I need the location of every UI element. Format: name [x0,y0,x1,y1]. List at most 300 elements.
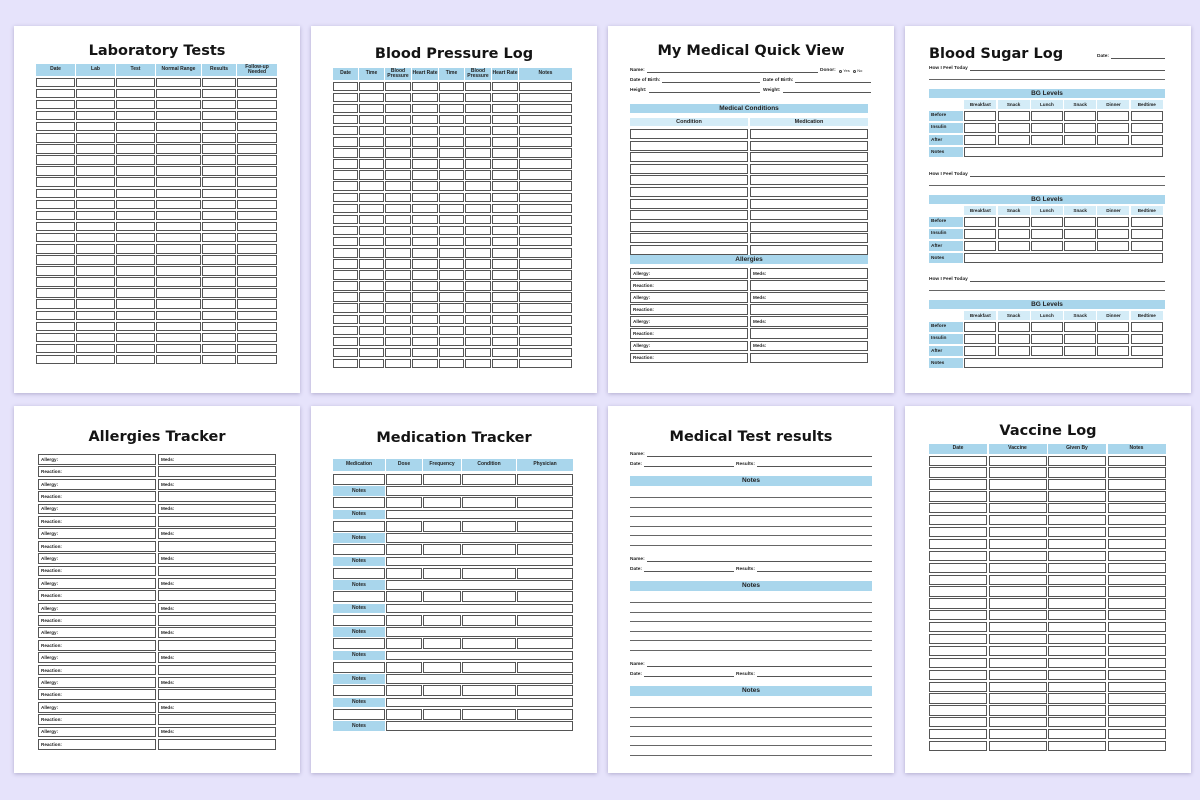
table-cell[interactable] [465,303,491,313]
table-cell[interactable] [412,292,438,302]
table-cell[interactable] [929,610,987,620]
table-cell[interactable] [1048,622,1106,632]
table-cell[interactable] [989,729,1047,739]
table-cell[interactable] [462,497,516,508]
table-cell[interactable] [36,122,75,132]
notes-cell[interactable] [386,557,573,567]
table-cell[interactable] [989,682,1047,692]
table-cell[interactable] [1108,598,1166,608]
table-cell[interactable] [76,122,115,132]
table-cell[interactable] [386,521,422,532]
table-cell[interactable] [519,115,572,125]
table-cell[interactable] [465,259,491,269]
table-cell[interactable] [116,355,155,365]
table-cell[interactable] [423,662,461,673]
date-field[interactable] [630,672,734,677]
notes-line[interactable] [630,650,872,651]
table-cell[interactable] [237,111,277,121]
table-cell[interactable] [929,456,987,466]
table-cell[interactable] [333,259,358,269]
table-cell[interactable] [439,237,464,247]
table-cell[interactable] [202,233,236,243]
meds-field[interactable]: Meds: [158,603,276,614]
table-cell[interactable] [116,166,155,176]
table-cell[interactable] [237,288,277,298]
bg-cell[interactable] [1064,123,1096,134]
table-cell[interactable] [202,155,236,165]
table-cell[interactable] [929,622,987,632]
table-cell[interactable] [465,93,491,103]
table-cell[interactable] [465,148,491,158]
table-cell[interactable] [237,255,277,265]
table-cell[interactable] [519,248,572,258]
table-cell[interactable] [439,181,464,191]
results-field[interactable] [736,567,872,572]
table-cell[interactable] [156,255,201,265]
table-cell[interactable] [36,133,75,143]
notes-line[interactable] [630,497,872,498]
table-cell[interactable] [517,568,573,579]
table-cell[interactable] [237,299,277,309]
table-cell[interactable] [439,204,464,214]
table-cell[interactable] [76,111,115,121]
meds-field[interactable]: Meds: [158,627,276,638]
table-cell[interactable] [158,665,276,676]
bg-cell[interactable] [1131,346,1163,357]
table-cell[interactable] [237,177,277,187]
table-cell[interactable] [116,277,155,287]
meds-field[interactable]: Meds: [158,578,276,589]
bg-cell[interactable] [1097,217,1129,228]
table-cell[interactable] [1048,610,1106,620]
table-cell[interactable] [412,115,438,125]
table-cell[interactable] [385,348,411,358]
table-cell[interactable] [158,491,276,502]
bg-cell[interactable] [998,346,1030,357]
table-cell[interactable] [156,277,201,287]
notes-line[interactable] [630,545,872,546]
table-cell[interactable] [989,658,1047,668]
table-cell[interactable] [412,104,438,114]
table-cell[interactable] [333,709,385,720]
table-cell[interactable] [237,222,277,232]
table-cell[interactable] [423,638,461,649]
table-cell[interactable] [517,591,573,602]
table-cell[interactable] [412,326,438,336]
bg-cell[interactable] [1131,241,1163,252]
date-field[interactable] [630,567,734,572]
table-cell[interactable] [439,115,464,125]
bg-cell[interactable] [964,229,996,240]
table-cell[interactable] [519,104,572,114]
bg-cell[interactable] [1097,241,1129,252]
notes-line[interactable] [630,726,872,727]
bg-cell[interactable] [964,111,996,122]
bg-cell[interactable] [1064,135,1096,146]
table-cell[interactable] [750,152,868,162]
table-cell[interactable] [439,259,464,269]
table-cell[interactable] [1048,515,1106,525]
table-cell[interactable] [359,148,384,158]
table-cell[interactable] [202,344,236,354]
how-i-feel-field[interactable] [929,66,1165,71]
table-cell[interactable] [202,255,236,265]
table-cell[interactable] [929,729,987,739]
dob-field[interactable] [630,78,760,83]
table-cell[interactable] [1108,551,1166,561]
table-cell[interactable] [492,82,518,92]
table-cell[interactable] [989,563,1047,573]
table-cell[interactable] [1048,729,1106,739]
table-cell[interactable] [412,204,438,214]
table-cell[interactable] [492,104,518,114]
table-cell[interactable] [333,591,385,602]
table-cell[interactable] [386,474,422,485]
table-cell[interactable] [1048,503,1106,513]
table-cell[interactable] [237,166,277,176]
table-cell[interactable] [156,89,201,99]
table-cell[interactable] [1108,729,1166,739]
how-i-feel-field[interactable] [929,277,1165,282]
table-cell[interactable] [492,303,518,313]
table-cell[interactable] [462,709,516,720]
table-cell[interactable] [412,348,438,358]
table-cell[interactable] [76,266,115,276]
bg-cell[interactable] [964,346,996,357]
bg-cell[interactable] [1031,334,1063,345]
table-cell[interactable] [519,326,572,336]
table-cell[interactable] [412,237,438,247]
table-cell[interactable] [462,638,516,649]
table-cell[interactable] [989,622,1047,632]
table-cell[interactable] [158,714,276,725]
table-cell[interactable] [519,159,572,169]
table-cell[interactable] [386,544,422,555]
table-cell[interactable] [76,100,115,110]
table-cell[interactable] [412,303,438,313]
table-cell[interactable] [202,355,236,365]
table-cell[interactable] [202,111,236,121]
bg-cell[interactable] [998,334,1030,345]
table-cell[interactable] [439,137,464,147]
table-cell[interactable] [439,303,464,313]
name-field[interactable] [630,68,818,73]
table-cell[interactable] [385,159,411,169]
table-cell[interactable] [439,226,464,236]
table-cell[interactable] [359,337,384,347]
table-cell[interactable] [237,122,277,132]
table-cell[interactable] [492,259,518,269]
table-cell[interactable] [36,277,75,287]
table-cell[interactable] [237,333,277,343]
bg-cell[interactable] [1131,334,1163,345]
table-cell[interactable] [492,93,518,103]
table-cell[interactable] [412,126,438,136]
bg-cell[interactable] [1097,229,1129,240]
bg-cell[interactable] [964,241,996,252]
table-cell[interactable] [750,129,868,139]
table-cell[interactable] [76,200,115,210]
table-cell[interactable] [423,685,461,696]
table-cell[interactable] [989,670,1047,680]
table-cell[interactable] [76,89,115,99]
allergy-field[interactable]: Allergy: [38,652,156,663]
table-cell[interactable] [439,215,464,225]
allergy-field[interactable]: Allergy: [630,292,748,303]
meds-field[interactable]: Meds: [158,553,276,564]
allergy-field[interactable]: Allergy: [630,316,748,327]
table-cell[interactable] [465,337,491,347]
table-cell[interactable] [158,615,276,626]
table-cell[interactable] [237,100,277,110]
table-cell[interactable] [333,215,358,225]
table-cell[interactable] [1108,705,1166,715]
table-cell[interactable] [1048,634,1106,644]
table-cell[interactable] [116,78,155,88]
table-cell[interactable] [385,303,411,313]
table-cell[interactable] [359,181,384,191]
table-cell[interactable] [462,521,516,532]
table-cell[interactable] [989,610,1047,620]
table-cell[interactable] [412,337,438,347]
table-cell[interactable] [929,575,987,585]
table-cell[interactable] [929,717,987,727]
notes-line[interactable] [630,745,872,746]
table-cell[interactable] [439,292,464,302]
table-cell[interactable] [333,226,358,236]
table-cell[interactable] [465,137,491,147]
table-cell[interactable] [929,682,987,692]
table-cell[interactable] [462,615,516,626]
table-cell[interactable] [423,474,461,485]
table-cell[interactable] [359,292,384,302]
table-cell[interactable] [439,193,464,203]
weight-field[interactable] [763,88,871,93]
table-cell[interactable] [929,646,987,656]
table-cell[interactable] [202,322,236,332]
table-cell[interactable] [412,170,438,180]
bg-cell[interactable] [998,322,1030,333]
table-cell[interactable] [359,204,384,214]
table-cell[interactable] [423,544,461,555]
table-cell[interactable] [517,497,573,508]
table-cell[interactable] [492,159,518,169]
bg-cell[interactable] [964,135,996,146]
table-cell[interactable] [156,311,201,321]
table-cell[interactable] [36,200,75,210]
table-cell[interactable] [116,189,155,199]
table-cell[interactable] [750,164,868,174]
table-cell[interactable] [386,638,422,649]
table-cell[interactable] [989,503,1047,513]
table-cell[interactable] [519,348,572,358]
reaction-field[interactable]: Reaction: [38,516,156,527]
table-cell[interactable] [116,333,155,343]
name-field[interactable] [630,452,872,457]
table-cell[interactable] [237,155,277,165]
table-cell[interactable] [156,233,201,243]
table-cell[interactable] [1048,717,1106,727]
table-cell[interactable] [333,337,358,347]
table-cell[interactable] [202,89,236,99]
table-cell[interactable] [492,326,518,336]
table-cell[interactable] [76,155,115,165]
table-cell[interactable] [439,159,464,169]
table-cell[interactable] [492,215,518,225]
table-cell[interactable] [929,527,987,537]
table-cell[interactable] [237,144,277,154]
table-cell[interactable] [492,248,518,258]
table-cell[interactable] [1048,646,1106,656]
table-cell[interactable] [517,638,573,649]
reaction-field[interactable]: Reaction: [630,280,748,291]
table-cell[interactable] [929,693,987,703]
table-cell[interactable] [385,170,411,180]
bg-cell[interactable] [1064,217,1096,228]
table-cell[interactable] [36,344,75,354]
date-field[interactable] [630,462,734,467]
table-cell[interactable] [76,288,115,298]
table-cell[interactable] [202,133,236,143]
table-cell[interactable] [1048,539,1106,549]
table-cell[interactable] [1108,527,1166,537]
table-cell[interactable] [630,187,748,197]
table-cell[interactable] [202,333,236,343]
table-cell[interactable] [156,78,201,88]
table-cell[interactable] [519,193,572,203]
table-cell[interactable] [750,199,868,209]
table-cell[interactable] [202,122,236,132]
table-cell[interactable] [333,348,358,358]
table-cell[interactable] [333,281,358,291]
table-cell[interactable] [465,248,491,258]
table-cell[interactable] [1108,634,1166,644]
bg-cell[interactable] [1031,241,1063,252]
table-cell[interactable] [386,591,422,602]
meds-field[interactable]: Meds: [750,316,868,327]
bg-cell[interactable] [998,229,1030,240]
table-cell[interactable] [929,551,987,561]
table-cell[interactable] [36,89,75,99]
table-cell[interactable] [439,104,464,114]
table-cell[interactable] [36,266,75,276]
table-cell[interactable] [385,315,411,325]
table-cell[interactable] [359,159,384,169]
table-cell[interactable] [1048,670,1106,680]
table-cell[interactable] [517,662,573,673]
table-cell[interactable] [36,222,75,232]
table-cell[interactable] [359,270,384,280]
table-cell[interactable] [492,315,518,325]
table-cell[interactable] [202,166,236,176]
table-cell[interactable] [412,226,438,236]
table-cell[interactable] [519,292,572,302]
table-cell[interactable] [202,311,236,321]
table-cell[interactable] [156,288,201,298]
reaction-field[interactable]: Reaction: [38,689,156,700]
table-cell[interactable] [237,211,277,221]
allergy-field[interactable]: Allergy: [38,454,156,465]
bg-cell[interactable] [1064,334,1096,345]
table-cell[interactable] [385,82,411,92]
notes-cell[interactable] [386,510,573,520]
table-cell[interactable] [359,193,384,203]
table-cell[interactable] [465,126,491,136]
table-cell[interactable] [156,111,201,121]
table-cell[interactable] [492,292,518,302]
table-cell[interactable] [237,233,277,243]
table-cell[interactable] [519,215,572,225]
allergy-field[interactable]: Allergy: [38,479,156,490]
table-cell[interactable] [385,326,411,336]
table-cell[interactable] [989,741,1047,751]
table-cell[interactable] [517,474,573,485]
table-cell[interactable] [519,137,572,147]
table-cell[interactable] [989,717,1047,727]
table-cell[interactable] [492,170,518,180]
table-cell[interactable] [156,155,201,165]
table-cell[interactable] [237,200,277,210]
table-cell[interactable] [519,359,572,369]
table-cell[interactable] [929,670,987,680]
notes-cell[interactable] [386,721,573,731]
table-cell[interactable] [36,189,75,199]
table-cell[interactable] [116,100,155,110]
notes-cell[interactable] [386,651,573,661]
table-cell[interactable] [158,739,276,750]
table-cell[interactable] [76,211,115,221]
table-cell[interactable] [76,177,115,187]
table-cell[interactable] [465,270,491,280]
table-cell[interactable] [750,175,868,185]
table-cell[interactable] [333,181,358,191]
table-cell[interactable] [36,355,75,365]
reaction-field[interactable]: Reaction: [38,714,156,725]
table-cell[interactable] [359,82,384,92]
reaction-field[interactable]: Reaction: [38,590,156,601]
table-cell[interactable] [989,479,1047,489]
table-cell[interactable] [202,200,236,210]
table-cell[interactable] [359,315,384,325]
table-cell[interactable] [76,299,115,309]
table-cell[interactable] [750,280,868,291]
bg-cell[interactable] [1031,346,1063,357]
notes-cell[interactable] [386,533,573,543]
allergy-field[interactable]: Allergy: [38,504,156,515]
table-cell[interactable] [423,497,461,508]
table-cell[interactable] [76,333,115,343]
notes-line[interactable] [630,602,872,603]
table-cell[interactable] [202,144,236,154]
notes-cell[interactable] [386,580,573,590]
table-cell[interactable] [439,281,464,291]
table-cell[interactable] [929,586,987,596]
meds-field[interactable]: Meds: [158,727,276,738]
table-cell[interactable] [1108,563,1166,573]
table-cell[interactable] [989,586,1047,596]
table-cell[interactable] [630,129,748,139]
table-cell[interactable] [36,322,75,332]
table-cell[interactable] [423,709,461,720]
table-cell[interactable] [386,615,422,626]
table-cell[interactable] [156,244,201,254]
table-cell[interactable] [359,137,384,147]
table-cell[interactable] [333,126,358,136]
table-cell[interactable] [989,646,1047,656]
table-cell[interactable] [333,359,358,369]
table-cell[interactable] [517,521,573,532]
table-cell[interactable] [333,474,385,485]
